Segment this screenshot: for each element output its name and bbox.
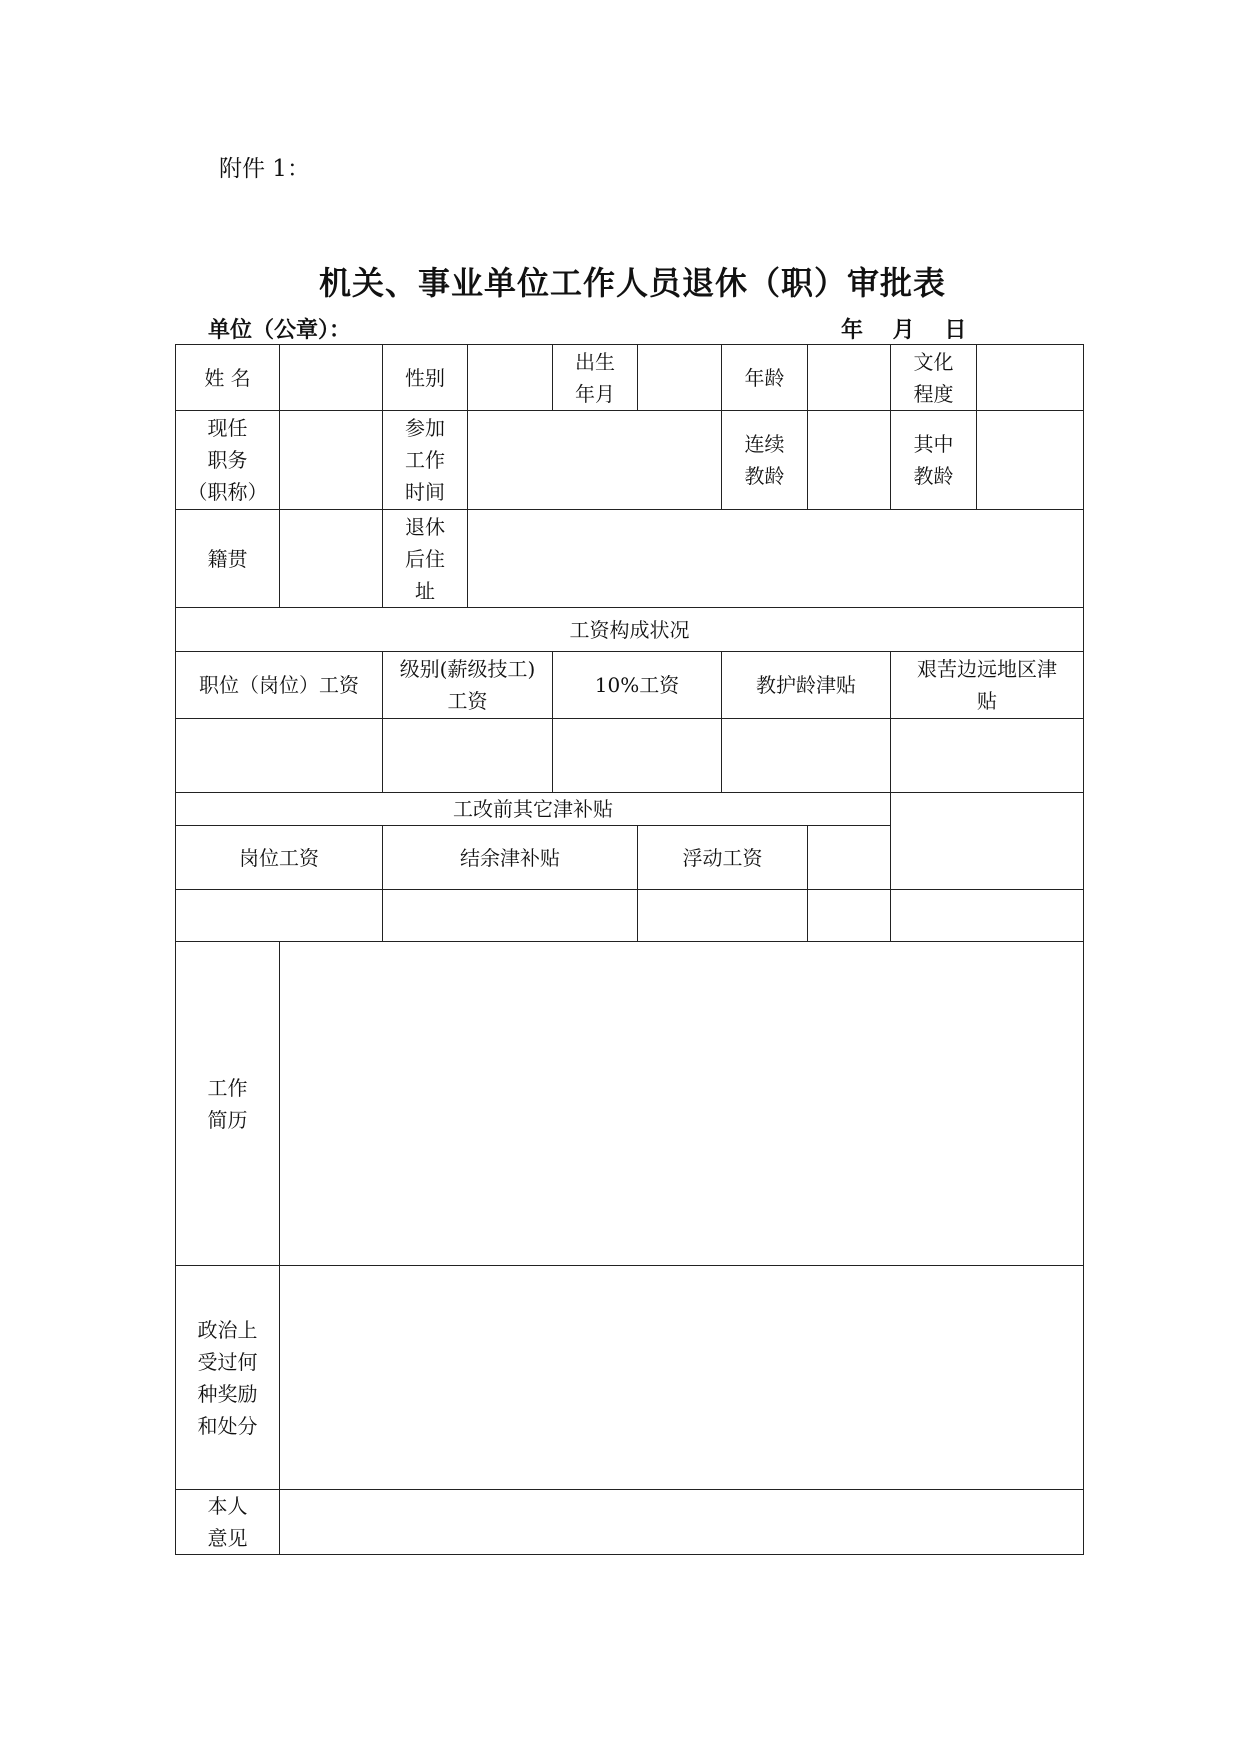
personal-opinion-field[interactable] bbox=[280, 1490, 1084, 1555]
balance-allowance-field[interactable] bbox=[383, 890, 638, 942]
current-position-label: 现任 职务 （职称） bbox=[176, 411, 280, 510]
pre-reform-extra-field[interactable] bbox=[891, 890, 1084, 942]
pre-reform-extra-cell[interactable] bbox=[891, 793, 1084, 890]
position-salary-field[interactable] bbox=[176, 719, 383, 793]
education-label: 文化 程度 bbox=[891, 345, 977, 411]
post-retire-address-label: 退休 后住 址 bbox=[383, 510, 468, 608]
name-label: 姓 名 bbox=[176, 345, 280, 411]
age-label: 年龄 bbox=[722, 345, 808, 411]
native-place-field[interactable] bbox=[280, 510, 383, 608]
form-title: 机关、事业单位工作人员退休（职）审批表 bbox=[318, 264, 946, 302]
floating-salary-label: 浮动工资 bbox=[638, 826, 808, 890]
blank-allowance-field[interactable] bbox=[808, 890, 891, 942]
teaching-allowance-label: 教护龄津贴 bbox=[722, 652, 891, 719]
work-start-field[interactable] bbox=[468, 411, 722, 510]
birth-date-field[interactable] bbox=[638, 345, 722, 411]
work-start-label: 参加 工作 时间 bbox=[383, 411, 468, 510]
teaching-allowance-field[interactable] bbox=[722, 719, 891, 793]
native-place-label: 籍贯 bbox=[176, 510, 280, 608]
remote-allowance-field[interactable] bbox=[891, 719, 1084, 793]
pre-reform-allowances-heading: 工改前其它津补贴 bbox=[176, 793, 891, 826]
continuous-teaching-field[interactable] bbox=[808, 411, 891, 510]
salary-composition-heading: 工资构成状况 bbox=[176, 608, 1084, 652]
of-which-teaching-field[interactable] bbox=[977, 411, 1084, 510]
gender-field[interactable] bbox=[468, 345, 553, 411]
birth-date-label: 出生 年月 bbox=[553, 345, 638, 411]
of-which-teaching-label: 其中 教龄 bbox=[891, 411, 977, 510]
floating-salary-field[interactable] bbox=[638, 890, 808, 942]
continuous-teaching-label: 连续 教龄 bbox=[722, 411, 808, 510]
ten-percent-salary-field[interactable] bbox=[553, 719, 722, 793]
political-rewards-field[interactable] bbox=[280, 1266, 1084, 1490]
balance-allowance-label: 结余津补贴 bbox=[383, 826, 638, 890]
age-field[interactable] bbox=[808, 345, 891, 411]
education-field[interactable] bbox=[977, 345, 1084, 411]
gender-label: 性别 bbox=[383, 345, 468, 411]
post-retire-address-field[interactable] bbox=[468, 510, 1084, 608]
retirement-approval-table bbox=[175, 344, 1084, 1555]
current-position-field[interactable] bbox=[280, 411, 383, 510]
post-salary-field[interactable] bbox=[176, 890, 383, 942]
grade-salary-field[interactable] bbox=[383, 719, 553, 793]
work-history-label: 工作 简历 bbox=[176, 942, 280, 1266]
ten-percent-salary-label: 10%工资 bbox=[553, 652, 722, 719]
unit-seal-label: 单位（公章）： bbox=[208, 318, 352, 343]
name-field[interactable] bbox=[280, 345, 383, 411]
date-label: 年 月 日 bbox=[841, 318, 967, 343]
remote-allowance-label: 艰苦边远地区津 贴 bbox=[891, 652, 1084, 719]
personal-opinion-label: 本人 意见 bbox=[176, 1490, 280, 1555]
post-salary-label: 岗位工资 bbox=[176, 826, 383, 890]
position-salary-label: 职位（岗位）工资 bbox=[176, 652, 383, 719]
political-rewards-label: 政治上 受过何 种奖励 和处分 bbox=[176, 1266, 280, 1490]
blank-allowance-header[interactable] bbox=[808, 826, 891, 890]
work-history-field[interactable] bbox=[280, 942, 1084, 1266]
attachment-label: 附件 1： bbox=[219, 156, 310, 182]
grade-salary-label: 级别(薪级技工) 工资 bbox=[383, 652, 553, 719]
